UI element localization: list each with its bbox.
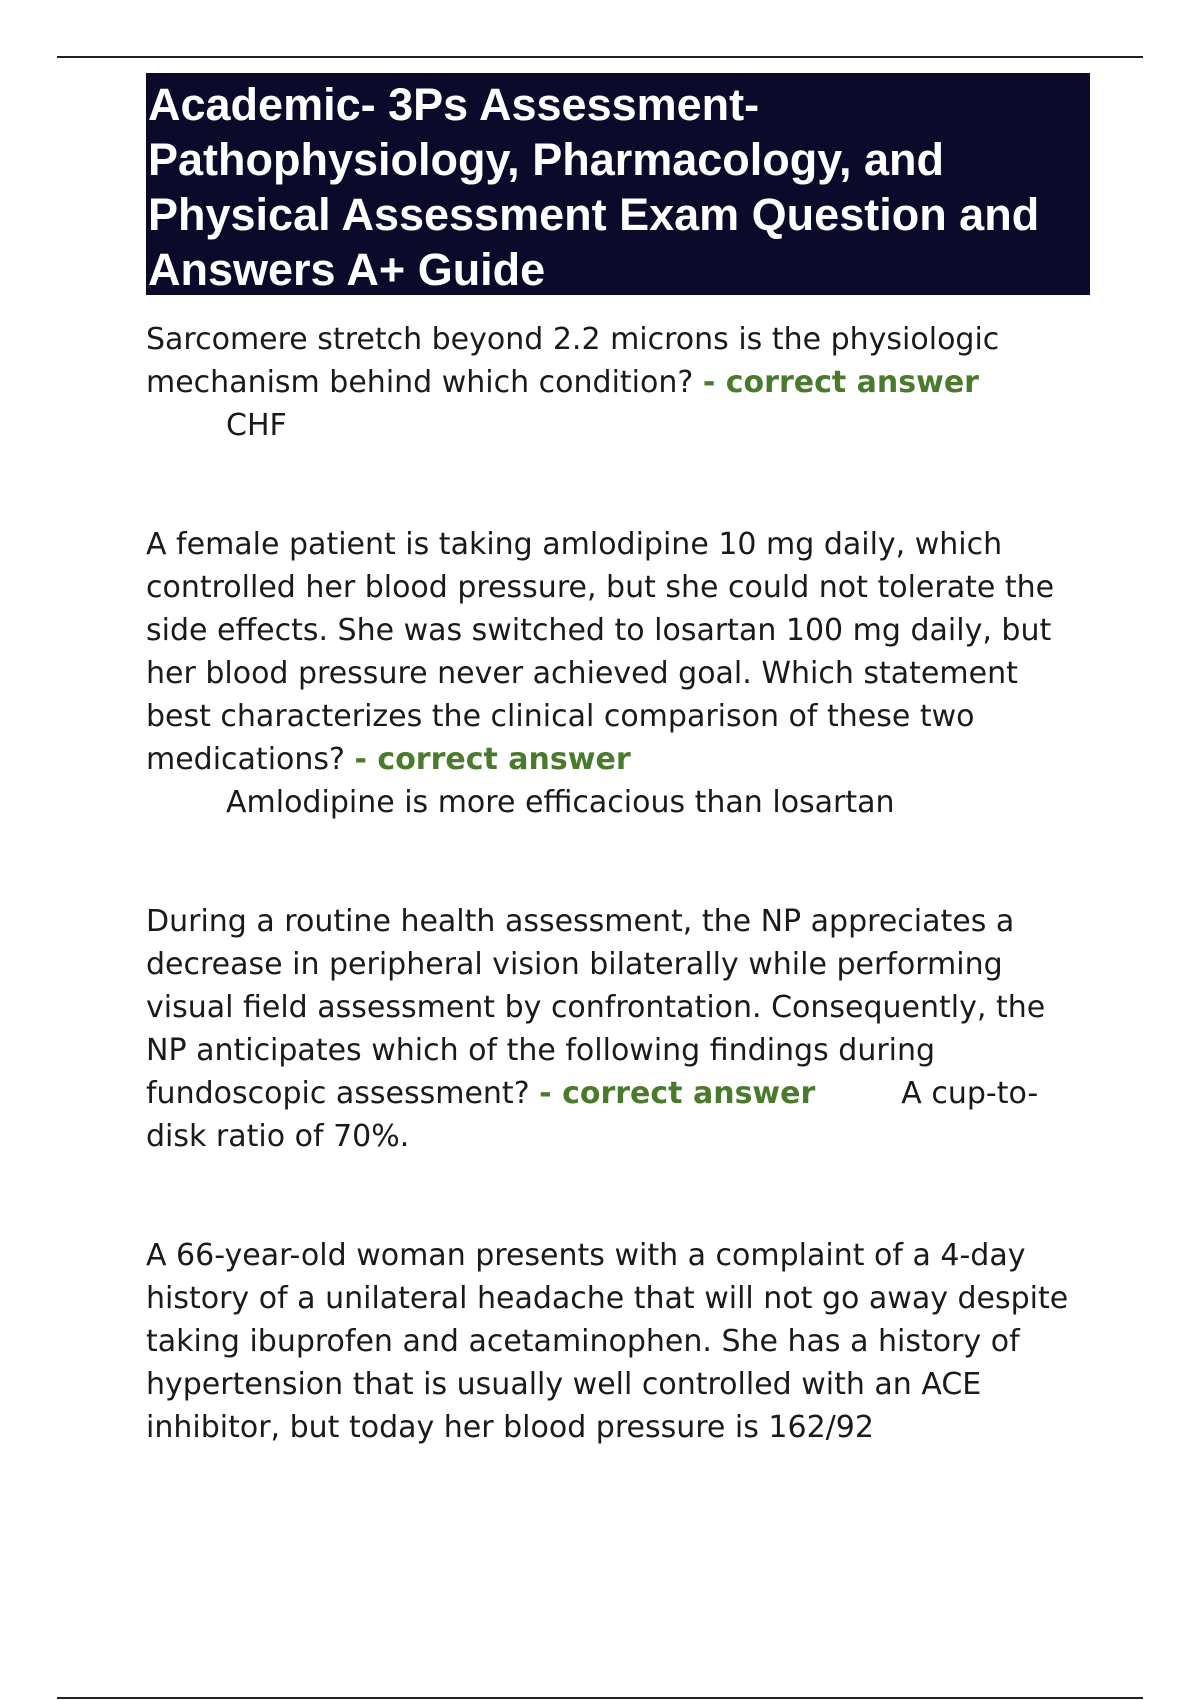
qa-item-1 bbox=[146, 318, 1086, 447]
title-banner bbox=[146, 73, 1090, 295]
answer-text: A cup-to-disk ratio of 70%. bbox=[146, 1076, 1039, 1154]
correct-answer-marker: - correct answer bbox=[354, 742, 631, 777]
top-divider bbox=[57, 56, 1143, 58]
qa-list bbox=[146, 318, 1086, 1449]
bottom-divider bbox=[57, 1697, 1143, 1699]
question-text: A 66-year-old woman presents with a complaint of a 4-day history of a unilateral headache that will not go away despite taking ibuprofen and acetaminophen. She has a history of hypertension that is usually well controlled with an ACE inhibitor, but today her blood pressure is 162/92 bbox=[146, 1238, 1069, 1445]
question-text: A female patient is taking amlodipine 10 mg daily, which controlled her blood pressure, but she could not tolerate the side effects. She was switched to losartan 100 mg daily, but her blood pressure never achieved goal. Which statement best characterizes the clinical comparison of these two medications? bbox=[146, 527, 1055, 777]
qa-item-4 bbox=[146, 1234, 1086, 1449]
correct-answer-marker: - correct answer bbox=[539, 1076, 816, 1111]
document-title: Academic- 3Ps Assessment- Pathophysiology, Pharmacology, and Physical Assessment Exam Question and Answers A+ Guide bbox=[148, 79, 1040, 295]
question-text: During a routine health assessment, the NP appreciates a decrease in peripheral vision bilaterally while performing visual field assessment by confrontation. Consequently, the NP anticipates which of the following findings during fundoscopic assessment? bbox=[146, 904, 1046, 1111]
answer-text: CHF bbox=[226, 408, 287, 443]
qa-item-2 bbox=[146, 523, 1086, 824]
question-text: Sarcomere stretch beyond 2.2 microns is the physiologic mechanism behind which condition? bbox=[146, 322, 1000, 400]
qa-item-3 bbox=[146, 900, 1086, 1158]
answer-text: Amlodipine is more efficacious than losartan bbox=[226, 785, 895, 820]
correct-answer-marker: - correct answer bbox=[702, 365, 979, 400]
